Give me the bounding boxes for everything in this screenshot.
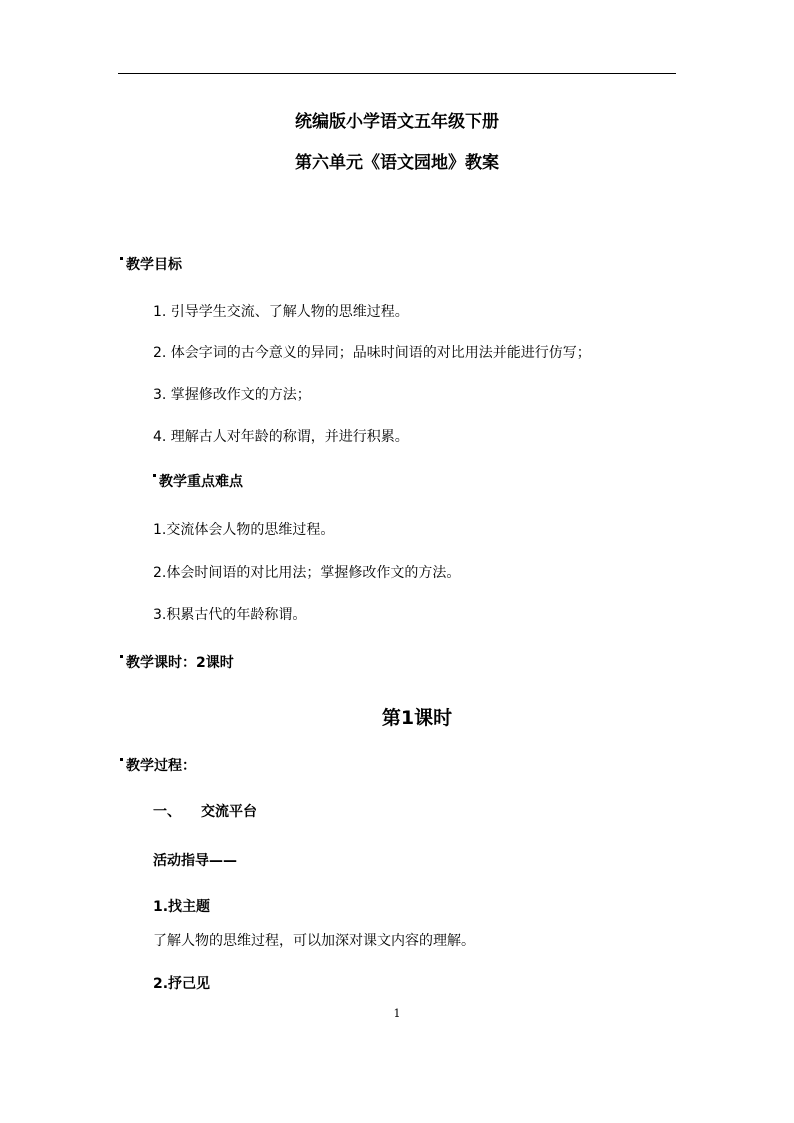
goal-item: 3. 掌握修改作文的方法； <box>153 387 311 403</box>
bullet-icon <box>153 474 156 477</box>
step-title: 1.找主题 <box>153 899 211 915</box>
step-text: 了解人物的思维过程，可以加深对课文内容的理解。 <box>153 933 475 949</box>
bullet-icon <box>120 257 123 260</box>
keypoints-heading <box>153 471 243 491</box>
goals-heading-text: 教学目标 <box>126 257 182 273</box>
hours-heading <box>120 652 234 672</box>
bullet-icon <box>120 758 123 761</box>
activity-heading: 活动指导—— <box>153 853 237 869</box>
doc-title-line2: 第六单元《语文园地》教案 <box>295 153 499 173</box>
page-number: 1 <box>393 1007 401 1020</box>
section-title: 交流平台 <box>201 804 257 820</box>
keypoint-item: 3.积累古代的年龄称谓。 <box>153 607 307 623</box>
goal-item: 2. 体会字词的古今意义的异同；品味时间语的对比用法并能进行仿写； <box>153 345 591 361</box>
goals-heading <box>120 254 182 274</box>
keypoint-item: 1.交流体会人物的思维过程。 <box>153 522 335 538</box>
goal-item: 4. 理解古人对年龄的称谓，并进行积累。 <box>153 429 409 445</box>
goal-item: 1. 引导学生交流、了解人物的思维过程。 <box>153 304 409 320</box>
process-heading <box>120 755 196 775</box>
keypoints-heading-text: 教学重点难点 <box>159 474 243 490</box>
hours-heading-text: 教学课时：2课时 <box>126 655 234 671</box>
section-number: 一、 <box>153 804 181 820</box>
bullet-icon <box>120 655 123 658</box>
step-title: 2.抒己见 <box>153 976 211 992</box>
lesson-title: 第1课时 <box>381 707 453 729</box>
process-heading-text: 教学过程： <box>126 758 196 774</box>
keypoint-item: 2.体会时间语的对比用法；掌握修改作文的方法。 <box>153 565 461 581</box>
header-rule <box>118 73 676 74</box>
doc-title-line1: 统编版小学语文五年级下册 <box>295 112 499 132</box>
